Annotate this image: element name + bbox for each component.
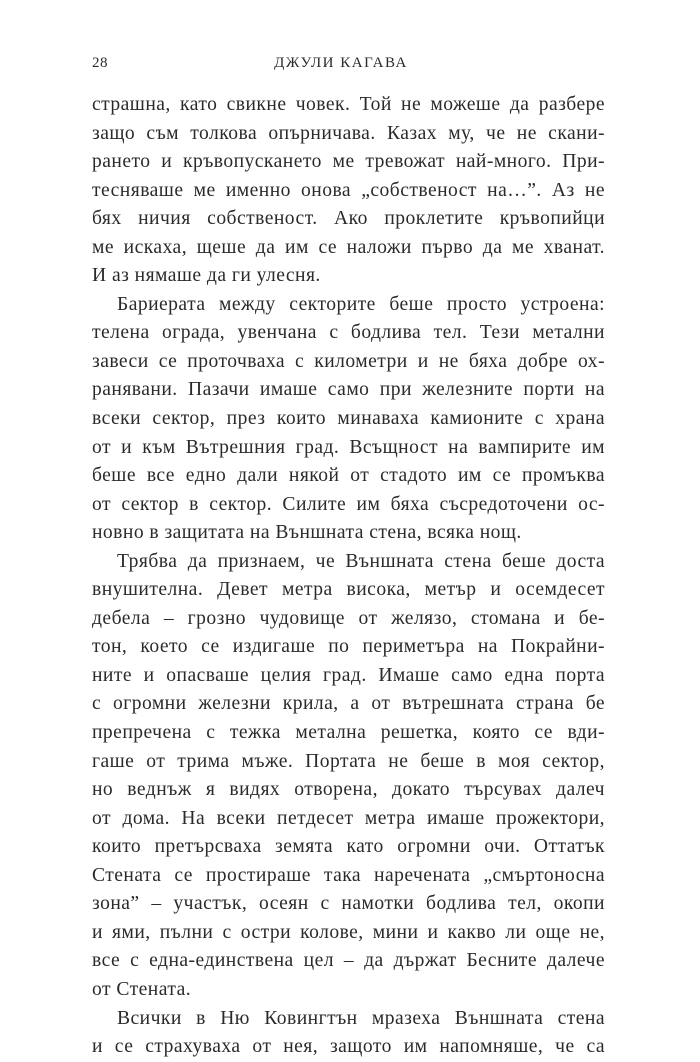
text-line: от и към Вътрешния град. Всъщност на вампирите им <box>92 436 605 458</box>
text-line: новно в защитата на Външната стена, всяка нощ. <box>92 522 522 544</box>
text-line: но веднъж я видях отворена, докато търсувах далеч <box>92 779 605 801</box>
text-line: завеси се проточваха с километри и не бяха добре ох- <box>92 350 605 372</box>
body-text <box>92 91 605 1062</box>
text-line: които претърсваха земята като огромни очи. Оттатък <box>92 836 605 858</box>
text-line: И аз нямаше да ги улесня. <box>92 265 321 287</box>
text-line: Бариерата между секторите беше просто устроена: <box>117 293 605 315</box>
text-line: телена ограда, увенчана с бодлива тел. Тези метални <box>92 322 605 344</box>
text-line: страшна, като свикне човек. Той не можеше да разбере <box>92 94 605 115</box>
text-line: Всички в Ню Ковингтън мразеха Външната стена <box>117 1007 605 1029</box>
text-line: препречена с тежка метална решетка, която се вди- <box>92 722 605 744</box>
running-title: ДЖУЛИ КАГАВА <box>274 55 408 71</box>
text-line: зона” – участък, осеян с намотки бодлива тел, окопи <box>92 893 605 915</box>
text-line: защо съм толкова опърничава. Казах му, че не скани- <box>92 122 605 144</box>
text-line: дебела – грозно чудовище от желязо, стомана и бе- <box>92 607 605 629</box>
text-line: всеки сектор, през които минаваха камионите с храна <box>92 408 605 430</box>
text-line: ме искаха, щеше да им се наложи първо да ме хванат. <box>92 236 605 258</box>
text-line: и се страхуваха от нея, защото им напомняше, че са <box>92 1036 605 1058</box>
text-line: ранявани. Пазачи имаше само при железните порти на <box>92 379 605 401</box>
page-number: 28 <box>92 55 108 71</box>
text-line: от дома. На всеки петдесет метра имаше прожектори, <box>92 807 605 829</box>
text-line: от сектор в сектор. Силите им бяха съсредоточени ос- <box>92 493 605 515</box>
text-line: тесняваше ме именно онова „собственост на…”. Аз не <box>92 179 605 201</box>
text-line: от Стената. <box>92 978 192 1000</box>
text-line: Трябва да признаем, че Външната стена беше доста <box>117 550 605 572</box>
text-line: Стената се простираше така наречената „смъртоносна <box>92 864 605 886</box>
text-line: беше все едно дали някой от стадото им се промъква <box>92 465 605 487</box>
text-line: гаше от трима мъже. Портата не беше в моя сектор, <box>92 750 605 772</box>
text-line: и ями, пълни с остри колове, мини и какво ли още не, <box>92 921 605 943</box>
text-line: рането и кръвопускането ме тревожат най-много. При- <box>92 151 605 173</box>
text-line: ните и опасваше целия град. Имаше само една порта <box>92 664 605 686</box>
text-line: тон, което се издигаше по периметъра на Покрайни- <box>92 636 605 658</box>
text-line: внушителна. Девет метра висока, метър и осемдесет <box>92 579 605 601</box>
text-line: все с една-единствена цел – да държат Бесните далече <box>92 950 605 972</box>
text-line: с огромни железни крила, а от вътрешната страна бе <box>92 693 605 715</box>
text-line: бях ничия собственост. Ако проклетите кръвопийци <box>92 208 605 230</box>
running-header <box>92 55 590 79</box>
